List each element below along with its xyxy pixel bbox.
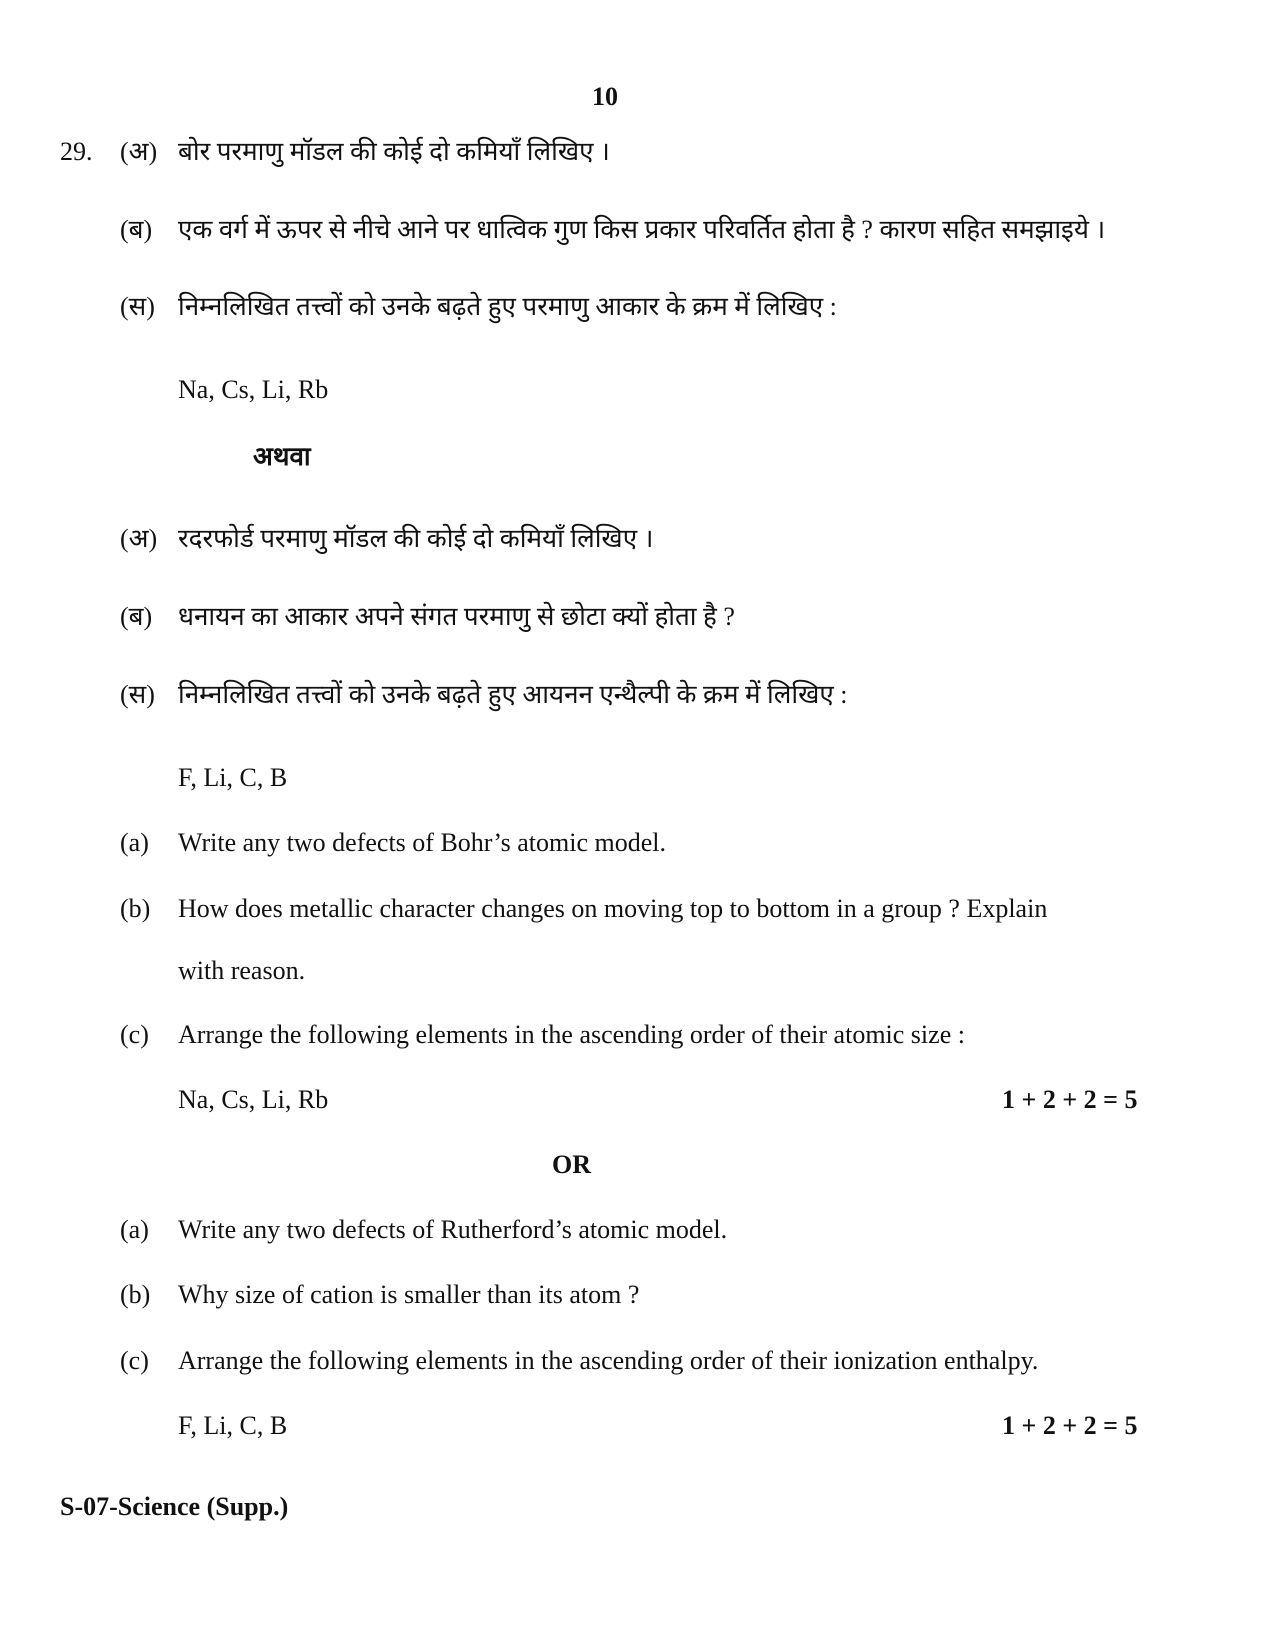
hindi-alt-b-label: (ब) (120, 602, 153, 631)
english-b-text-line1: How does metallic character changes on moving top to bottom in a group ? Explain (178, 894, 1048, 923)
question-number: 29. (60, 137, 93, 166)
footer-paper-code: S-07-Science (Supp.) (60, 1492, 289, 1521)
english-a-label: (a) (120, 828, 149, 857)
english-a-text: Write any two defects of Bohr’s atomic model. (178, 828, 667, 857)
hindi-b-text: एक वर्ग में ऊपर से नीचे आने पर धात्विक गुण किस प्रकार परिवर्तित होता है ? कारण सहित समझाइये । (178, 215, 1106, 244)
hindi-alt-a-label: (अ) (120, 524, 158, 553)
english-c-label: (c) (120, 1020, 149, 1049)
hindi-c-elements: Na, Cs, Li, Rb (178, 375, 329, 404)
hindi-b-label: (ब) (120, 215, 153, 244)
hindi-alt-a-text: रदरफोर्ड परमाणु मॉडल की कोई दो कमियाँ लिखिए । (178, 524, 654, 553)
english-or: OR (552, 1150, 591, 1179)
english-alt-a-label: (a) (120, 1215, 149, 1244)
hindi-or: अथवा (253, 442, 311, 471)
alt-marks: 1 + 2 + 2 = 5 (1002, 1411, 1138, 1440)
hindi-alt-c-elements: F, Li, C, B (178, 763, 288, 792)
marks: 1 + 2 + 2 = 5 (1002, 1085, 1138, 1114)
english-b-text-line2: with reason. (178, 956, 306, 985)
english-alt-a-text: Write any two defects of Rutherford’s atomic model. (178, 1215, 728, 1244)
hindi-c-text: निम्नलिखित तत्त्वों को उनके बढ़ते हुए परमाणु आकार के क्रम में लिखिए : (178, 292, 837, 321)
page-number: 10 (592, 82, 618, 111)
hindi-alt-b-text: धनायन का आकार अपने संगत परमाणु से छोटा क्यों होता है ? (178, 602, 735, 631)
english-alt-c-label: (c) (120, 1346, 149, 1375)
english-alt-b-label: (b) (120, 1280, 151, 1309)
hindi-alt-c-label: (स) (120, 680, 155, 709)
english-alt-c-text: Arrange the following elements in the ascending order of their ionization enthalpy. (178, 1346, 1039, 1375)
english-c-text: Arrange the following elements in the ascending order of their atomic size : (178, 1020, 965, 1049)
hindi-alt-c-text: निम्नलिखित तत्त्वों को उनके बढ़ते हुए आयनन एन्थैल्पी के क्रम में लिखिए : (178, 680, 848, 709)
english-b-label: (b) (120, 894, 151, 923)
english-c-elements: Na, Cs, Li, Rb (178, 1085, 329, 1114)
hindi-a-text: बोर परमाणु मॉडल की कोई दो कमियाँ लिखिए । (178, 137, 610, 166)
hindi-a-label: (अ) (120, 137, 158, 166)
english-alt-c-elements: F, Li, C, B (178, 1411, 288, 1440)
hindi-c-label: (स) (120, 292, 155, 321)
english-alt-b-text: Why size of cation is smaller than its atom ? (178, 1280, 640, 1309)
